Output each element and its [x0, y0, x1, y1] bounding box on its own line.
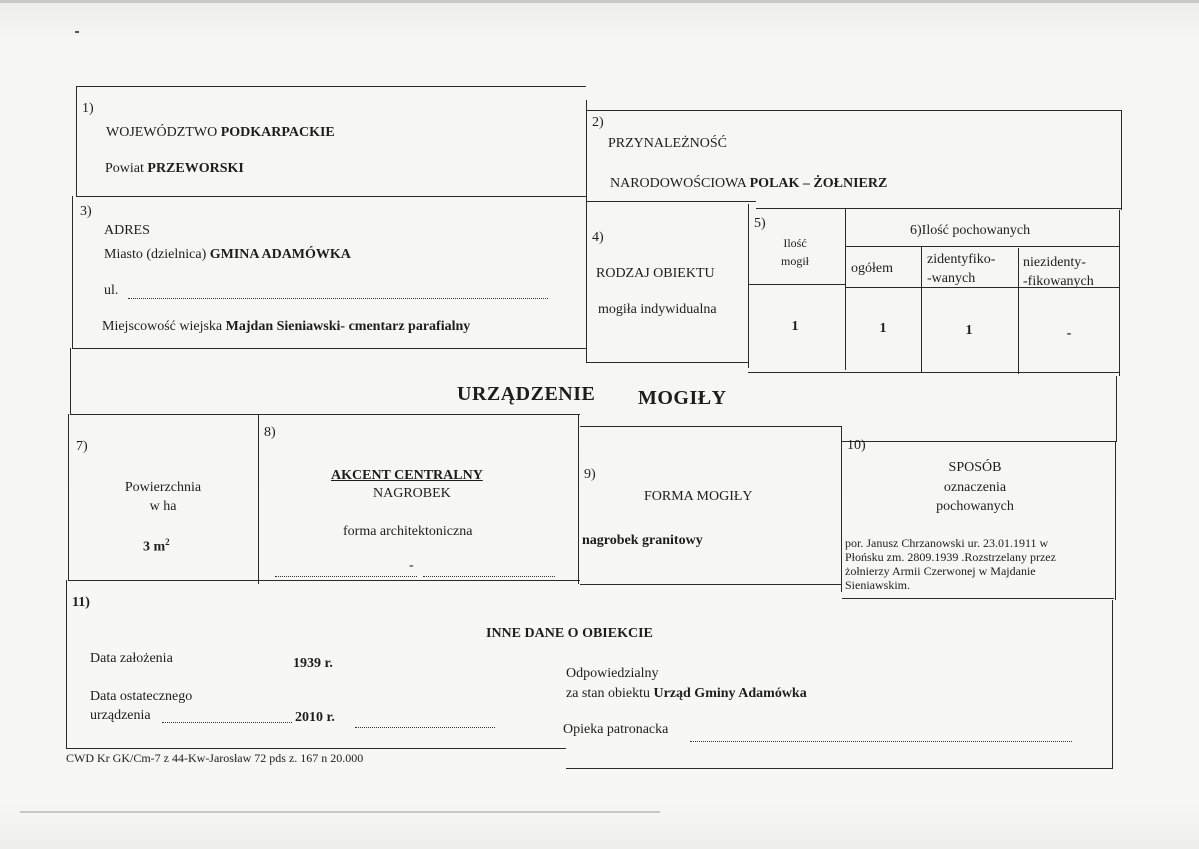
- rule: [76, 86, 77, 196]
- last-arrangement-value: 2010 r.: [295, 710, 335, 725]
- graves-count-value: 1: [791, 319, 799, 334]
- county-label: [105, 160, 244, 177]
- rule: [842, 598, 1114, 599]
- field-1-number: 1): [82, 101, 94, 116]
- section-title-grave-arrangement: URZĄDZENIE: [457, 383, 596, 405]
- founding-date-value: 1939 r.: [293, 656, 333, 671]
- responsible-value: Urząd Gminy Adamówka: [653, 686, 807, 701]
- buried-identified-header: zidentyfiko-: [927, 252, 996, 267]
- last-arrangement-label-2: urządzenia: [90, 708, 151, 723]
- rule: [845, 208, 846, 370]
- rule: [72, 348, 586, 349]
- village-row: [102, 318, 470, 335]
- graves-count-label-2: mogił: [780, 254, 809, 268]
- field-9-number: 9): [584, 467, 596, 482]
- rule: [756, 208, 1122, 209]
- last-arrangement-dotted-line: [162, 722, 292, 723]
- county-label-text: Powiat: [105, 161, 144, 176]
- city-row: [104, 246, 351, 263]
- county-value: PRZEWORSKI: [147, 161, 244, 176]
- nationality-row: [610, 175, 887, 192]
- buried-identified-header-2: -wanych: [927, 271, 976, 286]
- object-type-label: RODZAJ OBIEKTU: [596, 266, 715, 281]
- rule: [578, 414, 579, 584]
- tombstone-label: NAGROBEK: [373, 486, 451, 501]
- city-label: Miasto (dzielnica): [104, 247, 207, 262]
- architectural-form-dotted-line: [275, 576, 417, 577]
- rule: [1116, 376, 1117, 442]
- rule: [580, 584, 842, 585]
- field-3-number: 3): [80, 204, 92, 219]
- graves-count-label: Ilość: [783, 236, 807, 250]
- area-value: [143, 534, 170, 556]
- buried-identified-value: 1: [965, 323, 973, 338]
- field-2-number: 2): [592, 115, 604, 130]
- street-dotted-line: [128, 298, 548, 299]
- rule: [76, 86, 586, 87]
- architectural-form-dotted-line-2: [423, 576, 555, 577]
- rule: [748, 204, 749, 368]
- area-value-exponent: 2: [165, 537, 170, 547]
- field-11-number: 11): [72, 595, 90, 610]
- rule: [841, 426, 842, 592]
- buried-unidentified-header-2: -fikowanych: [1023, 274, 1094, 289]
- rule: [586, 362, 748, 363]
- area-label: Powierzchnia: [124, 480, 202, 495]
- scan-edge: [0, 0, 1199, 3]
- patronage-dotted-line: [690, 741, 1072, 742]
- marking-method-label: SPOSÓB: [948, 460, 1002, 475]
- rule: [586, 110, 1122, 111]
- marking-method-label-3: pochowanych: [936, 499, 1014, 514]
- voivodeship-label: [106, 124, 335, 141]
- scan-speck: [75, 31, 79, 33]
- form-footer-code: CWD Kr GK/Cm-7 z 44-Kw-Jarosław 72 pds z. 167 n 20.000: [66, 751, 364, 765]
- patronage-label: Opieka patronacka: [563, 722, 669, 737]
- voivodeship-label-text: WOJEWÓDZTWO: [106, 125, 218, 140]
- section-title-graves: MOGIŁY: [638, 387, 727, 409]
- rule: [1018, 248, 1019, 374]
- grave-form-value: nagrobek granitowy: [582, 533, 703, 548]
- rule: [748, 284, 845, 285]
- marking-method-text-2: Płońsku zm. 2809.1939 .Rozstrzelany przez: [845, 550, 1056, 564]
- field-10-number: 10): [847, 438, 866, 453]
- marking-method-label-2: oznaczenia: [943, 480, 1007, 495]
- rule: [66, 748, 566, 749]
- area-value-number: 3 m: [143, 539, 166, 555]
- nationality-label: PRZYNALEŻNOŚĆ: [608, 136, 728, 151]
- architectural-form-value: -: [409, 558, 414, 573]
- marking-method-text-3: żołnierzy Armii Czerwonej w Majdanie: [845, 564, 1036, 578]
- object-type-value: mogiła indywidualna: [598, 302, 717, 317]
- rule: [586, 201, 756, 202]
- village-value: Majdan Sieniawski- cmentarz parafialny: [225, 319, 471, 334]
- grave-form-label: FORMA MOGIŁY: [644, 489, 753, 504]
- rule: [70, 414, 580, 415]
- rule: [1121, 110, 1122, 210]
- responsible-label-2: za stan obiektu: [566, 686, 650, 701]
- buried-total-value: 1: [879, 321, 887, 336]
- field-8-number: 8): [264, 425, 276, 440]
- field-7-number: 7): [76, 439, 88, 454]
- street-label: ul.: [104, 283, 119, 298]
- rule: [748, 372, 1119, 373]
- rule: [76, 196, 586, 197]
- marking-method-text-1: por. Janusz Chrzanowski ur. 23.01.1911 w: [845, 536, 1049, 550]
- rule: [921, 246, 922, 372]
- rule: [66, 580, 67, 748]
- scan-smudge-line: [20, 811, 660, 813]
- rule: [68, 580, 580, 581]
- rule: [1115, 442, 1116, 600]
- rule: [842, 441, 1117, 442]
- rule: [586, 100, 587, 362]
- central-accent-label: AKCENT CENTRALNY: [331, 468, 483, 483]
- field-5-number: 5): [754, 216, 766, 231]
- rule: [580, 426, 842, 427]
- buried-count-label: 6)Ilość pochowanych: [910, 223, 1031, 238]
- rule: [68, 414, 69, 580]
- rule: [1112, 600, 1113, 769]
- last-arrangement-label: Data ostatecznego: [90, 689, 193, 704]
- rule: [72, 196, 73, 348]
- buried-unidentified-value: -: [1066, 326, 1072, 341]
- rule: [845, 246, 1120, 247]
- voivodeship-value: PODKARPACKIE: [220, 125, 335, 140]
- last-arrangement-dotted-line-2: [355, 727, 495, 728]
- village-label: Miejscowość wiejska: [102, 319, 223, 334]
- area-unit-label: w ha: [149, 499, 177, 514]
- city-value: GMINA ADAMÓWKA: [209, 247, 351, 262]
- rule: [1119, 210, 1120, 376]
- nationality-label-2: NARODOWOŚCIOWA: [610, 176, 747, 191]
- other-data-title: INNE DANE O OBIEKCIE: [486, 626, 653, 641]
- field-4-number: 4): [592, 230, 604, 245]
- responsible-row: [566, 685, 807, 702]
- founding-date-label: Data założenia: [90, 651, 173, 666]
- nationality-value: POLAK – ŻOŁNIERZ: [749, 176, 888, 191]
- rule: [258, 414, 259, 584]
- architectural-form-label: forma architektoniczna: [343, 524, 473, 539]
- address-label: ADRES: [104, 223, 150, 238]
- marking-method-text-4: Sieniawskim.: [845, 578, 910, 592]
- rule: [566, 768, 1113, 769]
- responsible-label: Odpowiedzialny: [566, 666, 659, 681]
- buried-total-header: ogółem: [851, 261, 893, 276]
- rule: [70, 348, 71, 414]
- buried-unidentified-header: niezidenty-: [1023, 255, 1086, 270]
